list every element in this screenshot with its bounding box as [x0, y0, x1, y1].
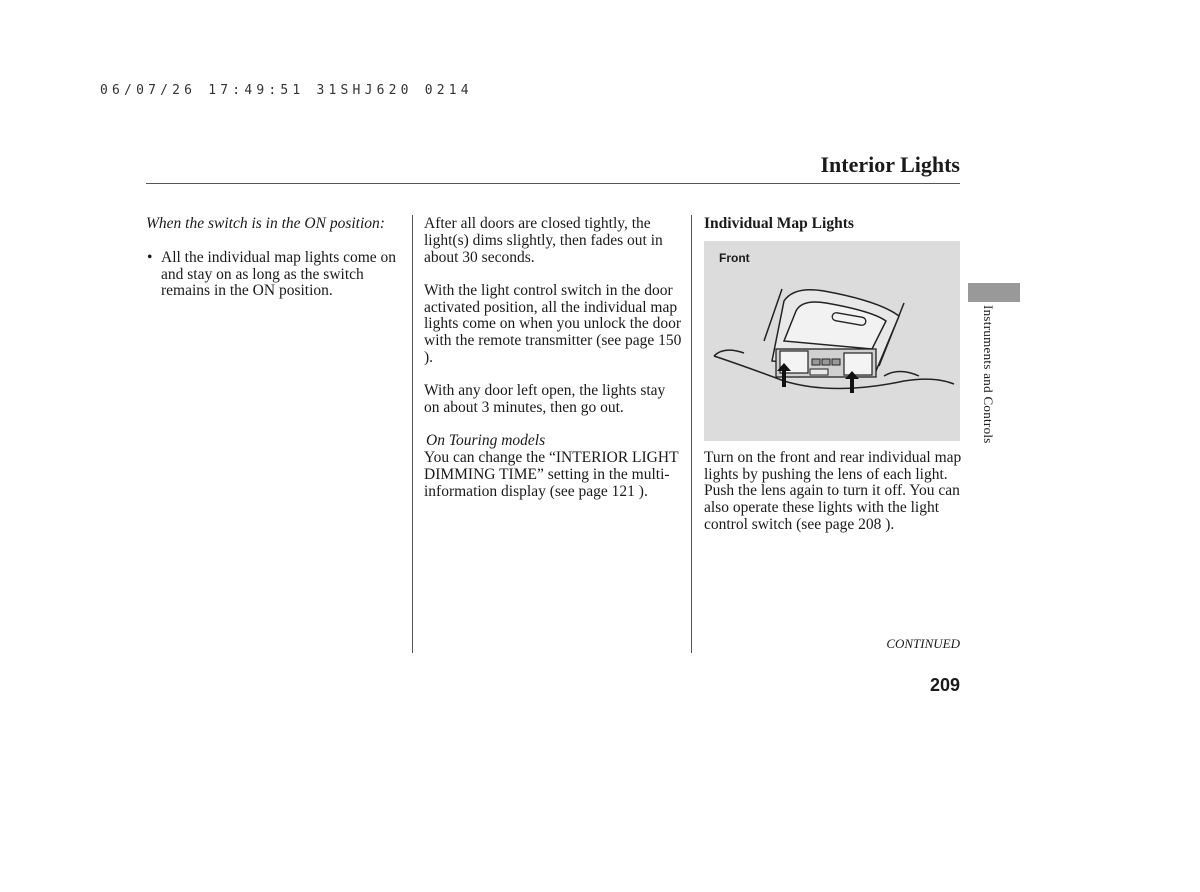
title-rule — [146, 183, 960, 184]
paragraph-dimming-time: You can change the “INTERIOR LIGHT DIMMING TIME” setting in the multi-information display (see page 121 ). — [424, 449, 679, 500]
map-lights-figure — [704, 241, 960, 441]
side-section-text: Instruments and Controls — [981, 305, 996, 444]
column-2 — [424, 216, 684, 501]
switch-on-intro: When the switch is in the ON position: — [146, 215, 385, 232]
column-divider-1 — [412, 215, 413, 653]
paragraph-map-lights: Turn on the front and rear individual map lights by pushing the lens of each light. Push the lens again to turn it off. You can also operate these lights with the light control switch (see page 208 ). — [704, 448, 962, 533]
figure-label: Front — [719, 250, 750, 265]
column-3 — [704, 216, 962, 534]
side-section-label — [982, 305, 1002, 475]
bullet-mark: • — [147, 248, 153, 266]
bullet-text: All the individual map lights come on and stay on as long as the switch remains in the ON position. — [161, 248, 397, 300]
section-heading: Individual Map Lights — [704, 215, 854, 232]
paragraph-door-open: With any door left open, the lights stay on about 3 minutes, then go out. — [424, 382, 666, 417]
page-number: 209 — [929, 675, 960, 695]
column-1 — [146, 216, 404, 300]
print-timestamp: 06/07/26 17:49:51 31SHJ620 0214 — [100, 83, 473, 98]
column-divider-2 — [691, 215, 692, 653]
continued-label: CONTINUED — [886, 636, 960, 651]
paragraph-door-activated: With the light control switch in the door activated position, all the individual map lights come on when you unlock the door with the remote transmitter (see page 150 ). — [424, 281, 682, 367]
page-title: Interior Lights — [820, 152, 960, 177]
touring-models-label: On Touring models — [426, 432, 546, 450]
section-tab — [968, 283, 1020, 302]
bullet-item — [146, 250, 404, 300]
paragraph-fade-out: After all doors are closed tightly, the light(s) dims slightly, then fades out in about 30 seconds. — [424, 215, 663, 266]
overhead-console-illustration — [704, 241, 960, 441]
